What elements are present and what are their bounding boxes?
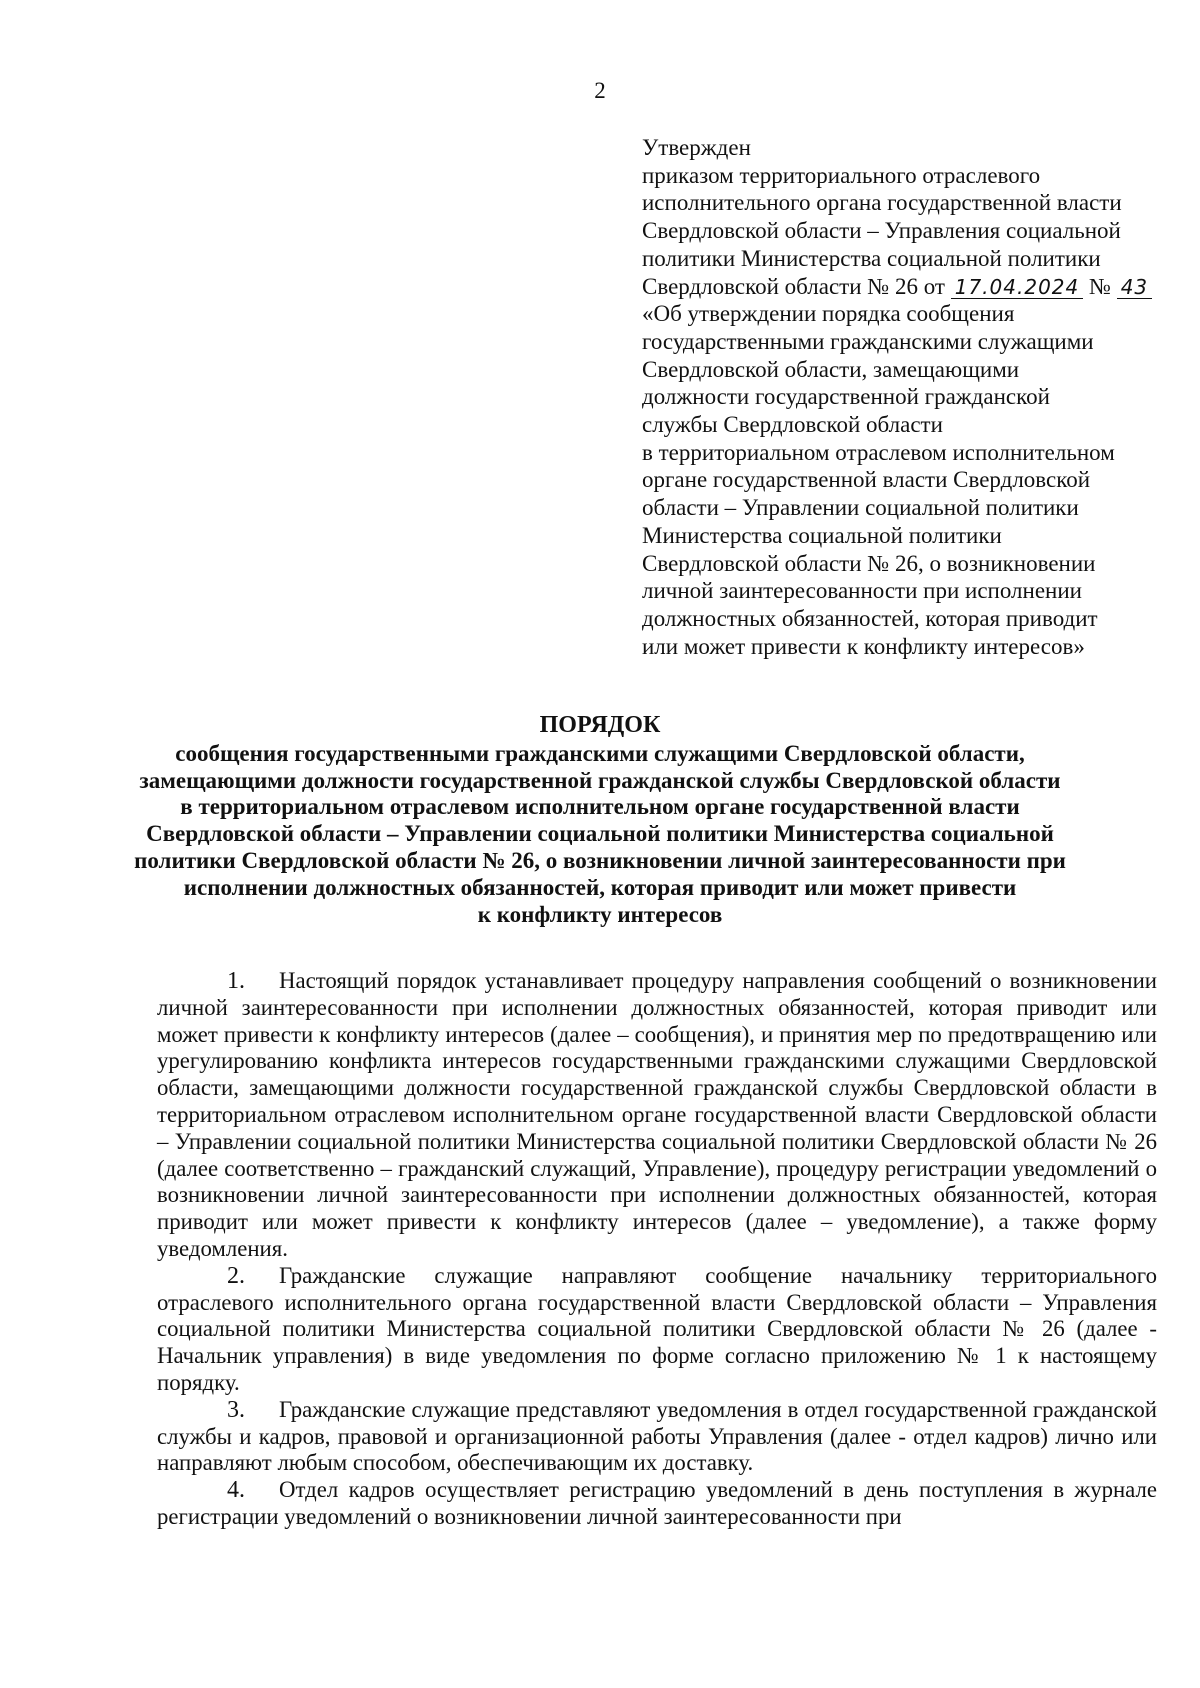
approval-line: Свердловской области – Управления социальной [642, 218, 1121, 244]
approval-line: приказом территориального отраслевого [642, 162, 1041, 188]
approval-line: должности государственной гражданской [642, 384, 1050, 410]
approval-line: Свердловской области № 26, о возникновении [642, 550, 1096, 576]
order-subtitle-line: сообщения государственными гражданскими служащими Свердловской области, [175, 740, 1025, 766]
approval-line: службы Свердловской области [642, 412, 943, 438]
approval-line: политики Министерства социальной политики [642, 245, 1101, 271]
approval-line: государственными гражданскими служащими [642, 328, 1094, 354]
paragraph-1 [157, 968, 1157, 1263]
page-number: 2 [594, 78, 606, 103]
order-subtitle-line: замещающими должности государственной гражданской службы Свердловской области [139, 767, 1061, 793]
order-subtitle-line: к конфликту интересов [477, 901, 723, 927]
approval-line: в территориальном отраслевом исполнительном [642, 439, 1115, 465]
paragraph-4 [157, 1477, 1157, 1531]
approval-line: исполнительного органа государственной власти [642, 190, 1122, 216]
paragraph-2 [157, 1263, 1157, 1397]
order-title [120, 712, 1080, 928]
approval-line: «Об утверждении порядка сообщения [642, 301, 1015, 327]
approval-line: Министерства социальной политики [642, 522, 1002, 548]
paragraph-number: 2. [227, 1262, 245, 1289]
paragraph-text: Гражданские служащие направляют сообщение начальнику территориального отраслевого исполнительного органа государственной власти Свердловской области – Управления социальной политики Министерства социальной политики Свердловской области № 26 (далее - Начальник управления) в виде уведомления по форме согласно приложению № 1 к настоящему порядку. [157, 1262, 1157, 1395]
order-subtitle-line: исполнении должностных обязанностей, которая приводит или может привести [183, 874, 1017, 900]
approval-line: области – Управлении социальной политики [642, 495, 1079, 521]
handwritten-number: 43 [1117, 276, 1152, 299]
approval-line: Свердловской области, замещающими [642, 356, 1020, 382]
paragraph-text: Гражданские служащие представляют уведомления в отдел государственной гражданской службы и кадров, правовой и организационной работы Управления (далее - отдел кадров) лично или направляют любым способом, обеспечивающим их доставку. [157, 1396, 1157, 1476]
order-subtitle-line: политики Свердловской области № 26, о возникновении личной заинтересованности при [134, 847, 1066, 873]
paragraph-text: Отдел кадров осуществляет регистрацию уведомлений в день поступления в журнале регистрации уведомлений о возникновении личной заинтересованности при [157, 1477, 1157, 1529]
approval-date-line [642, 273, 1182, 301]
paragraph-number: 3. [227, 1396, 245, 1423]
approval-line: должностных обязанностей, которая приводит [642, 605, 1098, 631]
approval-line: личной заинтересованности при исполнении [642, 578, 1082, 604]
paragraph-number: 1. [227, 968, 245, 994]
number-sign: № [1089, 273, 1111, 299]
approval-line: или может привести к конфликту интересов» [642, 633, 1085, 659]
paragraph-text: Настоящий порядок устанавливает процедуру направления сообщений о возникновении личной заинтересованности при исполнении должностных обязанностей, которая приводит или может привести к конфликту интересов (далее – сообщения), и принятия мер по предотвращению или урегулированию конфликта интересов государственными гражданскими служащими Свердловской области, замещающими должности государственной гражданской службы Свердловской области в территориальном отраслевом исполнительном органе государственной власти Свердловской области – Управлении социальной политики Министерства социальной политики Свердловской области № 26 (далее соответственно – гражданский служащий, Управление), процедуру регистрации уведомлений о возникновении личной заинтересованности при исполнении должностных обязанностей, которая приводит или может привести к конфликту интересов (далее – уведомление), а также форму уведомления. [157, 968, 1157, 1261]
handwritten-date: 17.04.2024 [951, 276, 1084, 299]
order-subtitle-line: Свердловской области – Управлении социальной политики Министерства социальной [146, 821, 1054, 847]
approval-line-prefix: Свердловской области № 26 от [642, 273, 945, 299]
approval-block [642, 134, 1182, 660]
paragraph-3 [157, 1397, 1157, 1477]
approval-line: Утвержден [642, 135, 751, 160]
body-text [157, 968, 1157, 1531]
approval-line: органе государственной власти Свердловской [642, 467, 1091, 493]
order-heading: ПОРЯДОК [539, 712, 661, 738]
order-subtitle-line: в территориальном отраслевом исполнительном органе государственной власти [180, 794, 1020, 820]
paragraph-number: 4. [227, 1477, 245, 1504]
